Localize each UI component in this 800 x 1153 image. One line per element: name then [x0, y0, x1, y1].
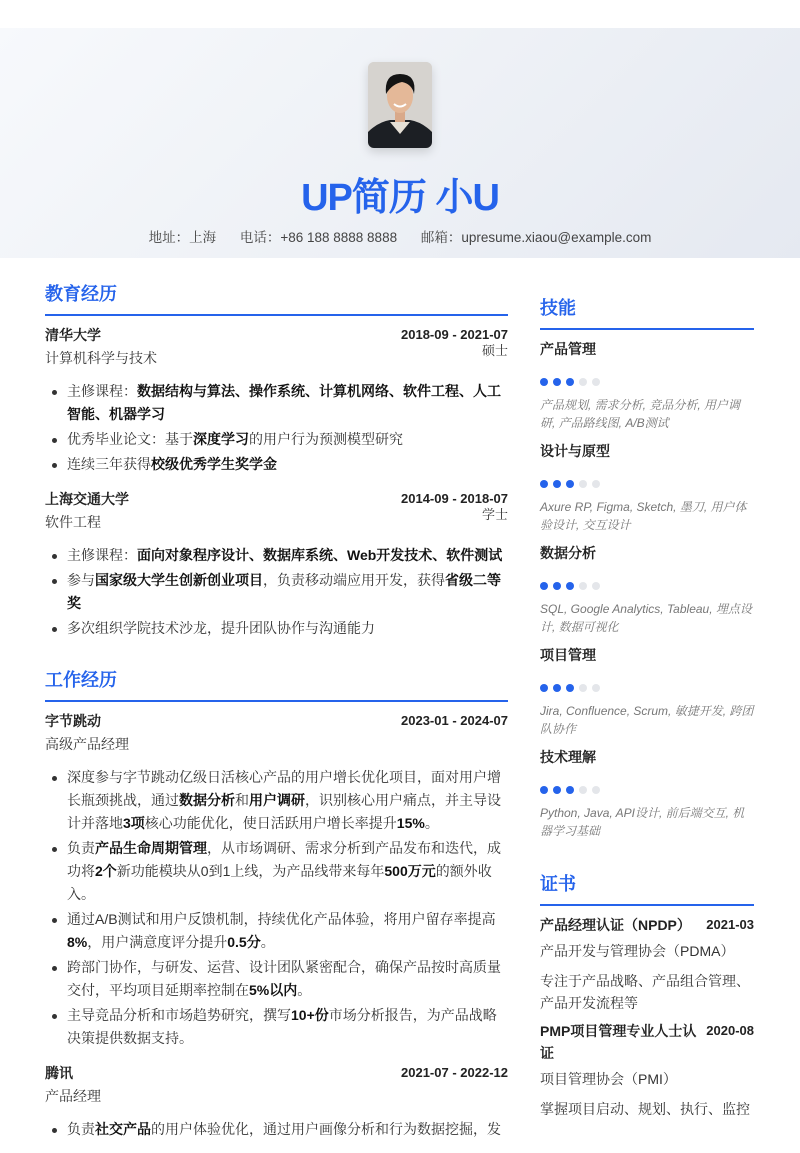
address: 地址：上海 — [148, 230, 217, 245]
list-item — [45, 617, 508, 640]
work-entry — [45, 710, 508, 1050]
highlight-text: 3项 — [123, 815, 145, 831]
company-name: 腾讯 — [45, 1065, 73, 1081]
cert-issuer: 产品开发与管理协会（PDMA） — [540, 943, 735, 959]
job-title: 高级产品经理 — [45, 736, 129, 752]
filled-dot-icon — [566, 786, 574, 794]
highlight-text: 面向对象程序设计、数据库系统、Web开发技术、软件测试 — [137, 547, 503, 563]
entry-sub — [45, 507, 508, 534]
section-title: 技能 — [540, 294, 754, 330]
filled-dot-icon — [540, 786, 548, 794]
entry-header — [45, 324, 508, 346]
school-name: 上海交通大学 — [45, 491, 129, 507]
degree: 硕士 — [481, 343, 508, 358]
filled-dot-icon — [566, 582, 574, 590]
empty-dot-icon — [592, 786, 600, 794]
work-section — [45, 666, 508, 1141]
highlight-text: 用户调研 — [249, 792, 305, 808]
list-item — [45, 908, 508, 954]
skill-name: 技术理解 — [540, 749, 596, 765]
list-item — [45, 380, 508, 426]
profile-photo — [368, 62, 432, 148]
bullet-text: 多次组织学院技术沙龙，提升团队协作与沟通能力 — [67, 620, 375, 636]
bullet-text: 的用户行为预测模型研究 — [249, 431, 403, 447]
phone: 电话：+86 188 8888 8888 — [239, 230, 398, 245]
bullet-text: 。 — [260, 934, 275, 950]
entry-header — [45, 488, 508, 510]
highlight-text: 校级优秀学生奖学金 — [151, 456, 277, 472]
date-range: 2021-07 - 2022-12 — [401, 1065, 508, 1080]
bullet-text: 深度参与字节跳动亿级日活核心产品的用户增长优化项目，面对用户增长瓶颈挑战，通过 — [67, 769, 501, 808]
highlight-text: 8% — [67, 934, 88, 950]
education-section — [45, 280, 508, 640]
resume-header — [0, 28, 800, 258]
empty-dot-icon — [579, 378, 587, 386]
skill-keywords: Python, Java, API设计, 前后端交互, 机器学习基础 — [540, 806, 745, 838]
major: 计算机科学与技术 — [45, 350, 157, 366]
skill-name: 产品管理 — [540, 341, 596, 357]
entry-header — [45, 1062, 508, 1084]
empty-dot-icon — [592, 480, 600, 488]
filled-dot-icon — [540, 378, 548, 386]
list-item — [45, 956, 508, 1002]
education-entry — [45, 324, 508, 476]
date-range: 2014-09 - 2018-07 — [401, 491, 508, 506]
date-range: 2023-01 - 2024-07 — [401, 713, 508, 728]
highlight-text: 深度学习 — [193, 431, 249, 447]
highlight-text: 10+份 — [291, 1007, 329, 1023]
cert-date: 2020-08 — [706, 1023, 754, 1038]
bullet-text: 负责 — [67, 1121, 95, 1137]
cert-header — [540, 1020, 754, 1064]
filled-dot-icon — [540, 582, 548, 590]
school-name: 清华大学 — [45, 327, 101, 343]
email: 邮箱：upresume.xiaou@example.com — [420, 230, 652, 245]
bullet-list — [45, 380, 508, 476]
skill-keywords: SQL, Google Analytics, Tableau, 埋点设计, 数据可视化 — [540, 602, 752, 634]
degree: 学士 — [481, 507, 508, 522]
certificate-item — [540, 914, 754, 1014]
skill-level-rating — [540, 786, 754, 794]
skill-item — [540, 440, 754, 534]
bullet-list — [45, 544, 508, 640]
highlight-text: 省级二等奖 — [67, 572, 501, 611]
empty-dot-icon — [579, 582, 587, 590]
bullet-text: 跨部门协作，与研发、运营、设计团队紧密配合，确保产品按时高质量交付，平均项目延期率控制在 — [67, 959, 501, 998]
cert-date: 2021-03 — [706, 917, 754, 932]
bullet-text: 通过A/B测试和用户反馈机制，持续优化产品体验，将用户留存率提高 — [67, 911, 496, 927]
highlight-text: 产品生命周期管理 — [95, 840, 207, 856]
bullet-text: 主修课程： — [67, 383, 137, 399]
skill-keywords: 产品规划, 需求分析, 竞品分析, 用户调研, 产品路线图, A/B测试 — [540, 398, 741, 430]
highlight-text: 社交产品 — [95, 1121, 151, 1137]
bullet-text: 和 — [235, 792, 249, 808]
skill-item — [540, 542, 754, 636]
filled-dot-icon — [540, 684, 548, 692]
skill-level-rating — [540, 378, 754, 386]
bullet-text: ，从市场调研、需求分析到产品发布和迭代，成功将 — [67, 840, 501, 879]
bullet-text: 。 — [297, 982, 312, 998]
bullet-text: 主修课程： — [67, 547, 137, 563]
section-title: 证书 — [540, 870, 754, 906]
cert-issuer: 项目管理协会（PMI） — [540, 1071, 677, 1087]
list-item — [45, 428, 508, 451]
bullet-list — [45, 766, 508, 1050]
filled-dot-icon — [540, 480, 548, 488]
bullet-text: 负责 — [67, 840, 95, 856]
highlight-text: 500万元 — [384, 863, 436, 879]
contact-info — [0, 226, 800, 246]
highlight-text: 15% — [396, 815, 425, 831]
bullet-text: 新功能模块从0到1上线，为产品线带来每年 — [116, 863, 385, 879]
filled-dot-icon — [566, 684, 574, 692]
job-title: 产品经理 — [45, 1088, 101, 1104]
empty-dot-icon — [579, 480, 587, 488]
highlight-text: 国家级大学生创新创业项目 — [95, 572, 263, 588]
highlight-text: 数据分析 — [179, 792, 235, 808]
skill-name: 项目管理 — [540, 647, 596, 663]
side-column — [540, 294, 754, 1126]
bullet-text: 参与 — [67, 572, 95, 588]
skills-section — [540, 294, 754, 840]
skill-keywords: Jira, Confluence, Scrum, 敏捷开发, 跨团队协作 — [540, 704, 754, 736]
empty-dot-icon — [592, 582, 600, 590]
certificate-item — [540, 1020, 754, 1120]
bullet-text: ，用户满意度评分提升 — [87, 934, 228, 950]
cert-description: 专注于产品战略、产品组合管理、产品开发流程等 — [540, 973, 750, 1011]
education-entry — [45, 488, 508, 640]
bullet-text: 优秀毕业论文：基于 — [67, 431, 193, 447]
date-range: 2018-09 - 2021-07 — [401, 327, 508, 342]
cert-name: PMP项目管理专业人士认证 — [540, 1023, 697, 1061]
bullet-text: 主导竞品分析和市场趋势研究，撰写 — [67, 1007, 291, 1023]
bullet-text: 的额外收入。 — [67, 863, 492, 902]
skill-level-rating — [540, 480, 754, 488]
bullet-text: 市场分析报告，为产品战略决策提供数据支持。 — [67, 1007, 497, 1046]
list-item — [45, 569, 508, 615]
skill-keywords: Axure RP, Figma, Sketch, 墨刀, 用户体验设计, 交互设计 — [540, 500, 747, 532]
main-column — [45, 280, 508, 1153]
filled-dot-icon — [553, 582, 561, 590]
major: 软件工程 — [45, 514, 101, 530]
skill-name: 数据分析 — [540, 545, 596, 561]
filled-dot-icon — [553, 684, 561, 692]
entry-header — [45, 710, 508, 732]
list-item — [45, 766, 508, 835]
empty-dot-icon — [592, 684, 600, 692]
highlight-text: 5%以内 — [249, 982, 298, 998]
bullet-text: ，识别核心用户痛点，并主导设计并落地 — [67, 792, 501, 831]
cert-header — [540, 914, 754, 936]
bullet-text: 。 — [424, 815, 439, 831]
empty-dot-icon — [579, 684, 587, 692]
filled-dot-icon — [566, 378, 574, 386]
filled-dot-icon — [553, 480, 561, 488]
cert-name: 产品经理认证（NPDP） — [540, 917, 691, 933]
empty-dot-icon — [579, 786, 587, 794]
bullet-text: 连续三年获得 — [67, 456, 151, 472]
highlight-text: 数据结构与算法、操作系统、计算机网络、软件工程、人工智能、机器学习 — [67, 383, 501, 422]
list-item — [45, 544, 508, 567]
list-item — [45, 837, 508, 906]
filled-dot-icon — [553, 786, 561, 794]
skill-item — [540, 338, 754, 432]
skill-item — [540, 746, 754, 840]
bullet-text: ，负责移动端应用开发，获得 — [263, 572, 445, 588]
cert-description: 掌握项目启动、规划、执行、监控 — [540, 1101, 750, 1117]
bullet-text: 的用户体验优化，通过用户画像分析和行为数据挖掘，发 — [151, 1121, 501, 1137]
highlight-text: 0.5分 — [227, 934, 261, 950]
company-name: 字节跳动 — [45, 713, 101, 729]
skill-item — [540, 644, 754, 738]
skill-level-rating — [540, 684, 754, 692]
section-title: 教育经历 — [45, 280, 508, 316]
highlight-text: 2个 — [95, 863, 117, 879]
certificates-section — [540, 870, 754, 1120]
bullet-text: 核心功能优化，使日活跃用户增长率提升 — [144, 815, 397, 831]
section-title: 工作经历 — [45, 666, 508, 702]
skill-level-rating — [540, 582, 754, 590]
skill-name: 设计与原型 — [540, 443, 610, 459]
entry-sub — [45, 343, 508, 370]
candidate-name: UP简历 小U — [301, 177, 499, 219]
filled-dot-icon — [553, 378, 561, 386]
work-entry — [45, 1062, 508, 1141]
filled-dot-icon — [566, 480, 574, 488]
list-item — [45, 1004, 508, 1050]
list-item — [45, 453, 508, 476]
empty-dot-icon — [592, 378, 600, 386]
